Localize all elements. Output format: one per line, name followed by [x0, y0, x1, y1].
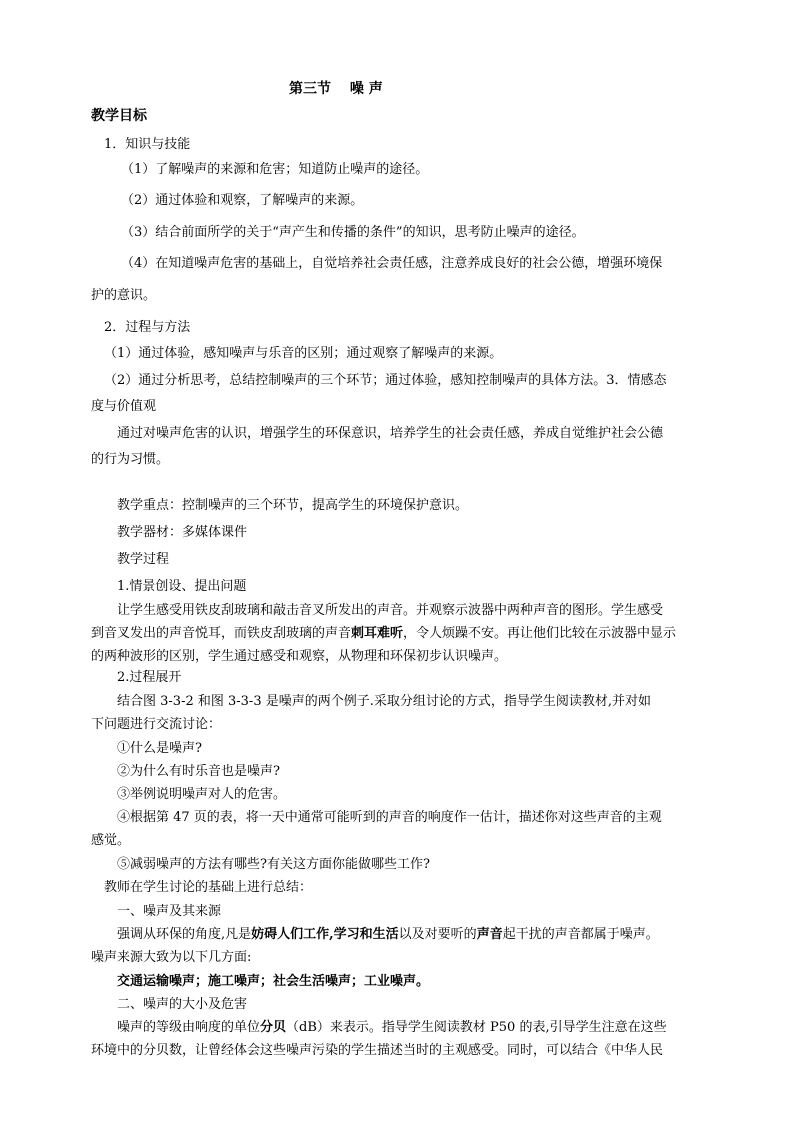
process-step-1-text: 的两种波形的区别，学生通过感受和观察，从物理和环保初步认识噪声。: [91, 649, 508, 664]
discussion-question: ③举例说明噪声对人的危害。: [117, 787, 287, 802]
summary-intro: 教师在学生讨论的基础上进行总结：: [104, 880, 313, 895]
objective-item-continued: 护的意识。: [91, 288, 157, 303]
attitude-text: 通过对噪声危害的认识，增强学生的环保意识，培养学生的社会责任感，养成自觉维护社会公德: [117, 426, 664, 441]
attitude-text: 的行为习惯。: [91, 452, 170, 467]
subsection-1-text: 强调从环保的角度,凡是妨碍人们工作,学习和生活以及对要听的声音起干扰的声音都属于噪声。: [117, 927, 659, 942]
process-step-2-text: 下问题进行交流讨论：: [91, 717, 222, 732]
objective-item: （3）结合前面所学的关于“声产生和传播的条件”的知识，思考防止噪声的途径。: [121, 225, 585, 240]
method-item: （1）通过体验，感知噪声与乐音的区别；通过观察了解噪声的来源。: [104, 346, 503, 361]
discussion-question: ⑤减弱噪声的方法有哪些?有关这方面你能做哪些工作?: [117, 857, 430, 872]
method-item: （2）通过分析思考，总结控制噪声的三个环节；通过体验，感知控制噪声的具体方法。3．情感态: [104, 373, 667, 388]
section-2-title: 2．过程与方法: [104, 320, 191, 335]
teaching-process-heading: 教学过程: [117, 552, 170, 567]
objective-item: （4）在知道噪声危害的基础上，自觉培养社会责任感，注意养成良好的社会公德，增强环境保: [121, 256, 663, 271]
process-step-1-text: 让学生感受用铁皮刮玻璃和敲击音叉所发出的声音。并观察示波器中两种声音的图形。学生感受: [117, 603, 664, 618]
discussion-question: ①什么是噪声?: [117, 741, 202, 756]
process-step-1-title: 1.情景创设、提出问题: [117, 579, 247, 594]
noise-sources: 交通运输噪声；施工噪声；社会生活噪声；工业噪声。: [117, 974, 430, 989]
discussion-question-continued: 感觉。: [91, 833, 131, 848]
process-step-1-text: 到音叉发出的声音悦耳，而铁皮刮玻璃的声音刺耳难听，令人烦躁不安。再让他们比较在示波器中显示: [91, 626, 677, 641]
subsection-2-text: 噪声的等级由响度的单位分贝（dB）来表示。指导学生阅读教材 P50 的表,引导学生注意在这些: [117, 1020, 667, 1035]
document-title: 第三节 噪 声: [289, 81, 383, 97]
objective-item: （2）通过体验和观察，了解噪声的来源。: [121, 193, 364, 208]
discussion-question: ②为什么有时乐音也是噪声?: [117, 764, 280, 779]
process-step-2-text: 结合图 3-3-2 和图 3-3-3 是噪声的两个例子.采取分组讨论的方式，指导学生阅读教材,并对如: [117, 694, 651, 709]
subsection-2-title: 二、噪声的大小及危害: [117, 997, 248, 1012]
discussion-question: ④根据第 47 页的表，将一天中通常可能听到的声音的响度作一估计，描述你对这些声音的主观: [117, 810, 662, 825]
section-1-title: 1．知识与技能: [104, 137, 191, 152]
process-step-2-title: 2.过程展开: [117, 670, 182, 685]
key-point: 教学重点：控制噪声的三个环节，提高学生的环境保护意识。: [117, 498, 469, 513]
heading-teaching-objectives: 教学目标: [91, 108, 147, 124]
objective-item: （1）了解噪声的来源和危害；知道防止噪声的途径。: [121, 162, 429, 177]
subsection-1-title: 一、噪声及其来源: [117, 904, 222, 919]
section-3-title: 度与价值观: [91, 399, 157, 414]
subsection-2-text: 环境中的分贝数，让曾经体会这些噪声污染的学生描述当时的主观感受。同时，可以结合《中华人民: [91, 1043, 664, 1058]
equipment: 教学器材：多媒体课件: [117, 525, 248, 540]
subsection-1-text: 噪声来源大致为以下几方面:: [91, 950, 252, 965]
